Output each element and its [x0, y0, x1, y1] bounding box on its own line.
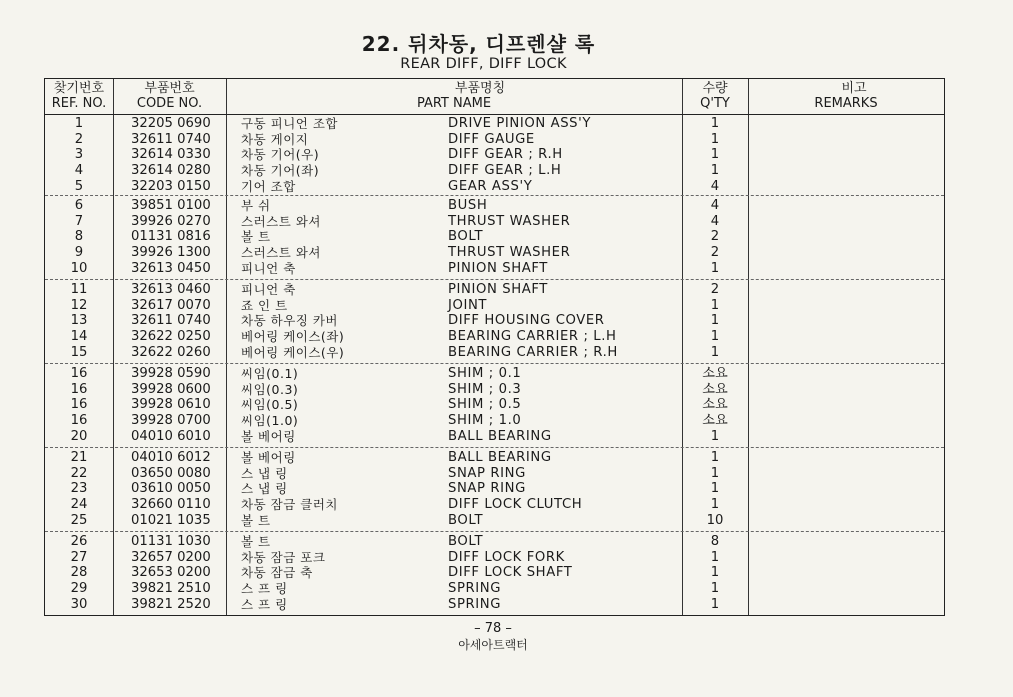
- code-no-cell: 39926 1300: [131, 245, 211, 261]
- ref-no-cell: 8: [74, 229, 84, 245]
- quantity-cell: 소요: [702, 413, 728, 429]
- part-name-english-cell: SNAP RING: [448, 465, 526, 481]
- quantity-cell: 8: [710, 534, 720, 549]
- part-name-english-cell: BUSH: [448, 198, 488, 213]
- part-name-english-cell: DIFF LOCK FORK: [448, 549, 565, 565]
- code-no-cell: 32657 0200: [131, 549, 211, 565]
- part-name-korean-cell: 볼 베어링: [241, 450, 296, 465]
- table-row: [45, 298, 944, 314]
- code-no-cell: 39928 0600: [131, 381, 211, 397]
- company-name: 아세아트랙터: [458, 638, 528, 652]
- part-name-korean-cell: 피니언 축: [241, 282, 296, 297]
- part-name-korean-cell: 볼 베어링: [241, 428, 296, 444]
- ref-no-cell: 25: [70, 512, 88, 528]
- ref-no-cell: 6: [74, 198, 84, 213]
- code-no-cell: 32203 0150: [131, 178, 211, 194]
- ref-no-cell: 26: [70, 534, 88, 549]
- table-row: [45, 261, 944, 277]
- header-code-no: 부품번호 CODE NO.: [136, 81, 203, 111]
- part-name-english-cell: DIFF HOUSING COVER: [448, 313, 605, 329]
- quantity-cell: 1: [710, 344, 720, 360]
- code-no-cell: 32614 0330: [131, 147, 211, 163]
- code-no-cell: 32613 0450: [131, 260, 211, 276]
- code-no-cell: 32660 0110: [131, 497, 211, 513]
- ref-no-cell: 13: [70, 313, 88, 329]
- part-name-english-cell: SPRING: [448, 581, 502, 597]
- parts-table: [44, 78, 945, 616]
- header-part-name: 부품명칭 PART NAME: [416, 81, 506, 111]
- table-row: [45, 163, 944, 179]
- part-name-english-cell: PINION SHAFT: [448, 282, 548, 297]
- page-title-korean: 22. 뒤차동, 디프렌샬 록: [361, 32, 596, 56]
- table-row: [45, 597, 944, 613]
- quantity-cell: 4: [710, 198, 720, 213]
- code-no-cell: 32611 0740: [131, 131, 211, 147]
- part-name-korean-cell: 피니언 축: [241, 260, 296, 276]
- table-row: [45, 481, 944, 497]
- table-row: [45, 345, 944, 361]
- table-row: [45, 329, 944, 345]
- quantity-cell: 2: [710, 229, 720, 245]
- part-name-english-cell: DRIVE PINION ASS'Y: [448, 116, 592, 131]
- part-name-korean-cell: 볼 트: [241, 534, 271, 549]
- ref-no-cell: 14: [70, 329, 88, 345]
- part-name-korean-cell: 죠 인 트: [241, 297, 288, 313]
- code-no-cell: 32205 0690: [131, 116, 211, 131]
- quantity-cell: 10: [706, 512, 724, 528]
- table-row: [45, 565, 944, 581]
- part-name-english-cell: SNAP RING: [448, 481, 526, 497]
- part-name-korean-cell: 차동 잠금 클러치: [241, 497, 338, 513]
- part-name-english-cell: THRUST WASHER: [448, 213, 571, 229]
- code-no-cell: 39926 0270: [131, 213, 211, 229]
- ref-no-cell: 22: [70, 465, 88, 481]
- code-no-cell: 32653 0200: [131, 565, 211, 581]
- part-name-english-cell: PINION SHAFT: [448, 260, 548, 276]
- table-row: [45, 450, 944, 466]
- part-name-english-cell: DIFF GEAR ; R.H: [448, 147, 563, 163]
- table-row: [45, 245, 944, 261]
- part-name-english-cell: SHIM ; 1.0: [448, 413, 522, 429]
- part-name-english-cell: SHIM ; 0.1: [448, 366, 522, 381]
- part-name-english-cell: BALL BEARING: [448, 428, 552, 444]
- code-no-cell: 32611 0740: [131, 313, 211, 329]
- part-name-korean-cell: 베어링 케이스(좌): [241, 329, 345, 345]
- quantity-cell: 1: [710, 163, 720, 179]
- table-row: [45, 229, 944, 245]
- table-row: [45, 198, 944, 214]
- table-row: [45, 382, 944, 398]
- part-name-korean-cell: 차동 하우징 카버: [241, 313, 338, 329]
- table-row: [45, 413, 944, 429]
- quantity-cell: 1: [710, 565, 720, 581]
- code-no-cell: 39928 0610: [131, 397, 211, 413]
- ref-no-cell: 7: [74, 213, 84, 229]
- code-no-cell: 03610 0050: [131, 481, 211, 497]
- part-name-korean-cell: 스러스트 와셔: [241, 213, 321, 229]
- quantity-cell: 4: [710, 213, 720, 229]
- ref-no-cell: 3: [74, 147, 84, 163]
- ref-no-cell: 24: [70, 497, 88, 513]
- code-no-cell: 39821 2520: [131, 596, 211, 612]
- part-name-korean-cell: 구동 피니언 조합: [241, 116, 338, 131]
- code-no-cell: 32622 0250: [131, 329, 211, 345]
- code-no-cell: 39821 2510: [131, 581, 211, 597]
- quantity-cell: 2: [710, 282, 720, 297]
- quantity-cell: 1: [710, 581, 720, 597]
- part-name-korean-cell: 씨임(0.3): [241, 381, 299, 397]
- quantity-cell: 1: [710, 465, 720, 481]
- ref-no-cell: 1: [74, 116, 84, 131]
- table-row: [45, 429, 944, 445]
- table-row: [45, 132, 944, 148]
- code-no-cell: 04010 6010: [131, 428, 211, 444]
- code-no-cell: 32622 0260: [131, 344, 211, 360]
- ref-no-cell: 12: [70, 297, 88, 313]
- group-divider: [45, 531, 944, 532]
- quantity-cell: 1: [710, 297, 720, 313]
- part-name-korean-cell: 차동 기어(우): [241, 147, 320, 163]
- ref-no-cell: 15: [70, 344, 88, 360]
- part-name-english-cell: SPRING: [448, 596, 502, 612]
- part-name-english-cell: DIFF LOCK CLUTCH: [448, 497, 583, 513]
- ref-no-cell: 30: [70, 596, 88, 612]
- ref-no-cell: 4: [74, 163, 84, 179]
- part-name-english-cell: BOLT: [448, 512, 484, 528]
- ref-no-cell: 16: [70, 413, 88, 429]
- quantity-cell: 1: [710, 313, 720, 329]
- header-qty: 수량 Q'TY: [700, 81, 730, 111]
- part-name-english-cell: BOLT: [448, 534, 484, 549]
- part-name-korean-cell: 씨임(0.5): [241, 397, 299, 413]
- part-name-english-cell: DIFF GEAR ; L.H: [448, 163, 562, 179]
- ref-no-cell: 28: [70, 565, 88, 581]
- quantity-cell: 소요: [702, 397, 728, 413]
- table-row: [45, 550, 944, 566]
- code-no-cell: 03650 0080: [131, 465, 211, 481]
- part-name-english-cell: GEAR ASS'Y: [448, 178, 533, 194]
- part-name-english-cell: SHIM ; 0.5: [448, 397, 522, 413]
- part-name-korean-cell: 스러스트 와셔: [241, 245, 321, 261]
- part-name-korean-cell: 스 냅 링: [241, 465, 288, 481]
- quantity-cell: 1: [710, 497, 720, 513]
- header-ref-no: 찾기번호 REF. NO.: [51, 81, 107, 111]
- code-no-cell: 39851 0100: [131, 198, 211, 213]
- part-name-english-cell: JOINT: [448, 297, 488, 313]
- ref-no-cell: 27: [70, 549, 88, 565]
- table-row: [45, 534, 944, 550]
- part-name-korean-cell: 씨임(0.1): [241, 366, 299, 381]
- group-divider: [45, 363, 944, 364]
- quantity-cell: 1: [710, 260, 720, 276]
- page-title-english: REAR DIFF, DIFF LOCK: [400, 56, 567, 72]
- code-no-cell: 32614 0280: [131, 163, 211, 179]
- code-no-cell: 01131 1030: [131, 534, 211, 549]
- table-row: [45, 179, 944, 195]
- quantity-cell: 소요: [702, 381, 728, 397]
- ref-no-cell: 10: [70, 260, 88, 276]
- code-no-cell: 32613 0460: [131, 282, 211, 297]
- table-row: [45, 214, 944, 230]
- table-row: [45, 581, 944, 597]
- quantity-cell: 소요: [702, 366, 728, 381]
- code-no-cell: 01021 1035: [131, 512, 211, 528]
- code-no-cell: 01131 0816: [131, 229, 211, 245]
- part-name-korean-cell: 차동 기어(좌): [241, 163, 320, 179]
- quantity-cell: 1: [710, 147, 720, 163]
- part-name-korean-cell: 베어링 케이스(우): [241, 344, 345, 360]
- part-name-english-cell: SHIM ; 0.3: [448, 381, 522, 397]
- quantity-cell: 1: [710, 596, 720, 612]
- ref-no-cell: 29: [70, 581, 88, 597]
- quantity-cell: 4: [710, 178, 720, 194]
- code-no-cell: 32617 0070: [131, 297, 211, 313]
- table-row: [45, 513, 944, 529]
- table-row: [45, 497, 944, 513]
- ref-no-cell: 9: [74, 245, 84, 261]
- part-name-korean-cell: 차동 잠금 포크: [241, 549, 326, 565]
- ref-no-cell: 5: [74, 178, 84, 194]
- quantity-cell: 1: [710, 450, 720, 465]
- part-name-korean-cell: 부 쉬: [241, 198, 271, 213]
- part-name-english-cell: BALL BEARING: [448, 450, 552, 465]
- quantity-cell: 2: [710, 245, 720, 261]
- ref-no-cell: 16: [70, 381, 88, 397]
- group-divider: [45, 447, 944, 448]
- part-name-korean-cell: 차동 잠금 축: [241, 565, 313, 581]
- part-name-english-cell: BEARING CARRIER ; L.H: [448, 329, 617, 345]
- group-divider: [45, 279, 944, 280]
- ref-no-cell: 16: [70, 397, 88, 413]
- ref-no-cell: 16: [70, 366, 88, 381]
- part-name-korean-cell: 스 냅 링: [241, 481, 288, 497]
- table-row: [45, 466, 944, 482]
- code-no-cell: 39928 0700: [131, 413, 211, 429]
- code-no-cell: 39928 0590: [131, 366, 211, 381]
- part-name-korean-cell: 스 프 링: [241, 581, 288, 597]
- quantity-cell: 1: [710, 116, 720, 131]
- part-name-korean-cell: 볼 트: [241, 512, 271, 528]
- part-name-korean-cell: 기어 조합: [241, 178, 296, 194]
- quantity-cell: 1: [710, 549, 720, 565]
- quantity-cell: 1: [710, 329, 720, 345]
- table-row: [45, 366, 944, 382]
- part-name-english-cell: THRUST WASHER: [448, 245, 571, 261]
- table-row: [45, 397, 944, 413]
- part-name-korean-cell: 볼 트: [241, 229, 271, 245]
- part-name-english-cell: DIFF LOCK SHAFT: [448, 565, 573, 581]
- table-row: [45, 116, 944, 132]
- ref-no-cell: 21: [70, 450, 88, 465]
- ref-no-cell: 2: [74, 131, 84, 147]
- page-number: – 78 –: [474, 621, 512, 636]
- table-row: [45, 313, 944, 329]
- header-remarks: 비고 REMARKS: [814, 81, 878, 111]
- quantity-cell: 1: [710, 131, 720, 147]
- table-row: [45, 147, 944, 163]
- quantity-cell: 1: [710, 428, 720, 444]
- part-name-korean-cell: 스 프 링: [241, 596, 288, 612]
- part-name-korean-cell: 씨임(1.0): [241, 413, 299, 429]
- ref-no-cell: 20: [70, 428, 88, 444]
- part-name-english-cell: BOLT: [448, 229, 484, 245]
- group-divider: [45, 195, 944, 196]
- part-name-korean-cell: 차동 게이지: [241, 131, 309, 147]
- part-name-english-cell: BEARING CARRIER ; R.H: [448, 344, 618, 360]
- quantity-cell: 1: [710, 481, 720, 497]
- table-row: [45, 282, 944, 298]
- code-no-cell: 04010 6012: [131, 450, 211, 465]
- ref-no-cell: 11: [70, 282, 88, 297]
- part-name-english-cell: DIFF GAUGE: [448, 131, 535, 147]
- ref-no-cell: 23: [70, 481, 88, 497]
